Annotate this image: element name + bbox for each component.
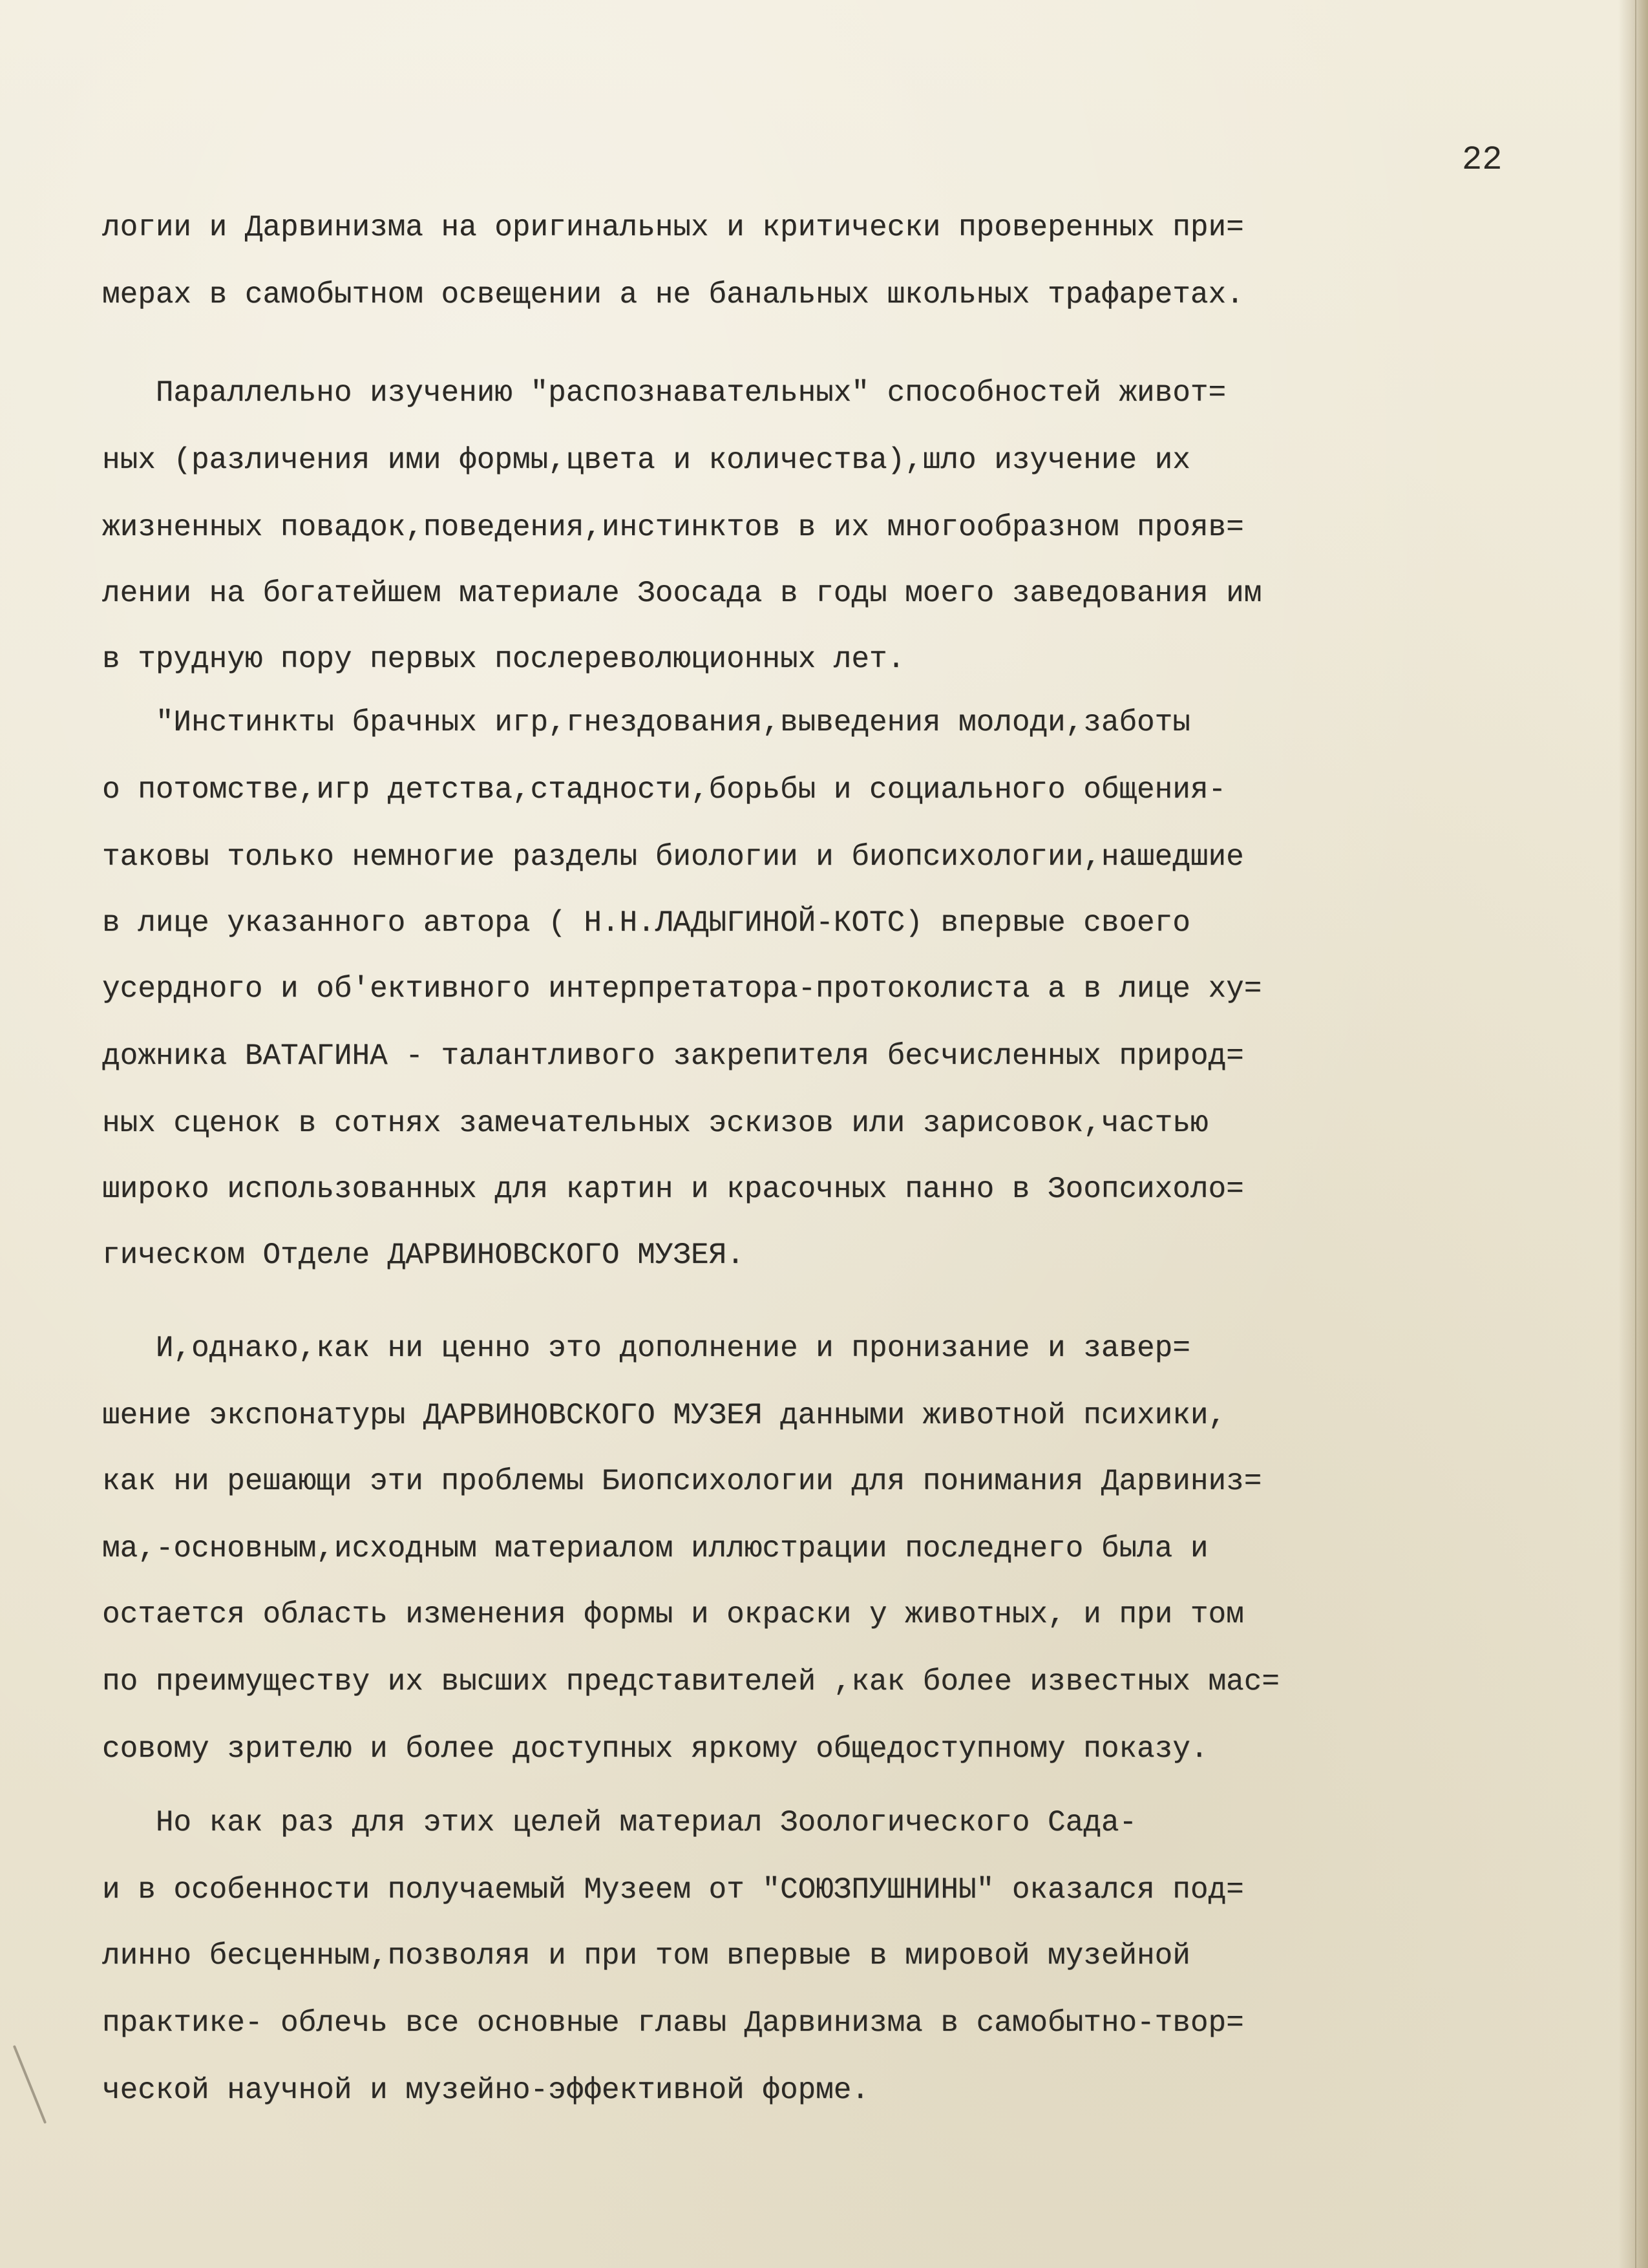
page-number: 22 (1462, 141, 1503, 179)
text-line: Параллельно изучению "распознавательных" способностей живот= (102, 376, 1227, 410)
text-line: ческой научной и музейно-эффективной форме. (102, 2073, 869, 2107)
text-line: "Инстинкты брачных игр,гнездования,выведения молоди,заботы (102, 706, 1190, 739)
text-line: И,однако,как ни ценно это дополнение и пронизание и завер= (102, 1331, 1190, 1365)
text-line: шение экспонатуры ДАРВИНОВСКОГО МУЗЕЯ данными животной психики, (102, 1399, 1227, 1432)
text-line: остается область изменения формы и окраски у животных, и при том (102, 1598, 1244, 1631)
text-line: Но как раз для этих целей материал Зоологического Сада- (102, 1806, 1137, 1839)
text-line: ных (различения ими формы,цвета и количества),шло изучение их (102, 443, 1190, 477)
page-edge-shadow (1618, 0, 1648, 2268)
text-line: таковы только немногие разделы биологии и биопсихологии,нашедшие (102, 840, 1244, 874)
text-line: дожника ВАТАГИНА - талантливого закрепителя бесчисленных природ= (102, 1039, 1244, 1073)
text-line: совому зрителю и более доступных яркому общедоступному показу. (102, 1732, 1209, 1766)
text-line: практике- облечь все основные главы Дарвинизма в самобытно-твор= (102, 2006, 1244, 2040)
text-line: в трудную пору первых послереволюционных лет. (102, 642, 905, 676)
text-line: логии и Дарвинизма на оригинальных и критически проверенных при= (102, 211, 1244, 244)
text-line: как ни решающи эти проблемы Биопсихологии для понимания Дарвиниз= (102, 1465, 1262, 1498)
text-line: ных сценок в сотнях замечательных эскизов или зарисовок,частью (102, 1107, 1209, 1140)
text-line: и в особенности получаемый Музеем от "СОЮЗПУШНИНЫ" оказался под= (102, 1873, 1244, 1907)
text-line: широко использованных для картин и красочных панно в Зоопсихоло= (102, 1172, 1244, 1206)
text-line: мерах в самобытном освещении а не банальных школьных трафаретах. (102, 278, 1244, 312)
pencil-mark (13, 2045, 47, 2124)
text-line: лении на богатейшем материале Зоосада в годы моего заведования им (102, 577, 1262, 610)
text-line: гическом Отделе ДАРВИНОВСКОГО МУЗЕЯ. (102, 1238, 745, 1272)
text-line: усердного и об'ективного интерпретатора-протоколиста а в лице ху= (102, 972, 1262, 1006)
text-line: в лице указанного автора ( Н.Н.ЛАДЫГИНОЙ-КОТС) впервые своего (102, 906, 1190, 940)
text-line: по преимуществу их высших представителей ,как более известных мас= (102, 1665, 1280, 1699)
page-edge-fold (1635, 0, 1636, 2268)
text-line: жизненных повадок,поведения,инстинктов в их многообразном прояв= (102, 511, 1244, 544)
text-line: линно бесценным,позволяя и при том впервые в мировой музейной (102, 1939, 1190, 1973)
text-line: ма,-основным,исходным материалом иллюстрации последнего была и (102, 1532, 1209, 1565)
text-line: о потомстве,игр детства,стадности,борьбы и социального общения- (102, 773, 1227, 807)
